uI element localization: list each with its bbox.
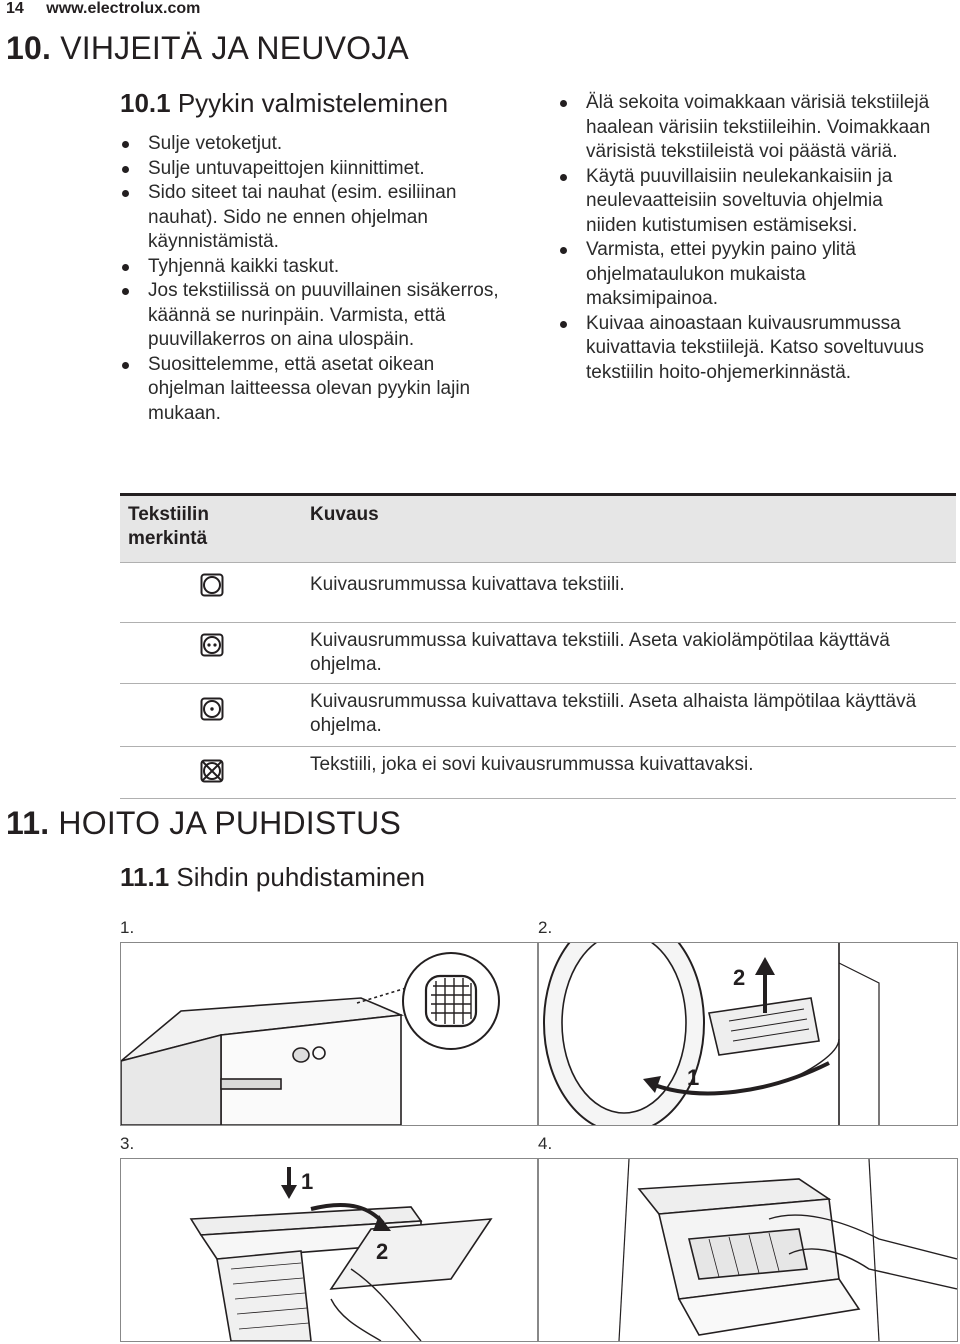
subsection-10-1-title <box>120 88 448 119</box>
section-11-title <box>6 805 401 842</box>
filter-cleaning-drawing <box>539 1159 957 1341</box>
list-item: Kuivaa ainoastaan kuivausrummussa kuivattavia tekstiilejä. Katso soveltuvuus tekstiilin hoito-ohjemerkinnästä. <box>558 312 938 386</box>
list-item: Jos tekstiilissä on puuvillainen sisäkerros, käännä se nurinpäin. Varmista, että puuvillakerros on aina ulospäin. <box>120 279 500 353</box>
tumble-dry-icon <box>200 573 224 597</box>
section-11-number: 11. <box>6 805 50 841</box>
illustration-step-3 <box>120 1158 538 1342</box>
section-10-heading: VIHJEITÄ JA NEUVOJA <box>60 30 409 66</box>
col-header-description: Kuvaus <box>310 504 379 525</box>
illustration-step-4 <box>538 1158 958 1342</box>
illustration-step-1 <box>120 942 538 1126</box>
row-description: Kuivausrummussa kuivattava tekstiili. Aseta vakiolämpötilaa käyttävä ohjelma. <box>310 630 890 675</box>
table-row <box>120 562 956 622</box>
list-item: Sido siteet tai nauhat (esim. esiliinan nauhat). Sido ne ennen ohjelman käynnistämistä. <box>120 181 500 255</box>
callout-step3-down: 1 <box>301 1169 314 1194</box>
tumble-dry-low-heat-icon <box>200 697 224 721</box>
page-number: 14 <box>6 0 24 17</box>
section-11-heading: HOITO JA PUHDISTUS <box>58 805 402 841</box>
subsection-11-1-title <box>120 862 425 893</box>
row-description: Tekstiili, joka ei sovi kuivausrummussa kuivattavaksi. <box>310 754 754 775</box>
right-bullet-list <box>558 91 938 385</box>
table-row <box>120 622 956 683</box>
section-10-title <box>6 30 409 67</box>
left-bullet-list <box>120 132 500 426</box>
filter-open-drawing <box>121 1159 537 1341</box>
section-10-number: 10. <box>6 30 52 66</box>
table-header <box>120 493 956 562</box>
table-row <box>120 683 956 746</box>
dryer-filter-location-drawing <box>121 943 537 1125</box>
subsection-11-1-heading: Sihdin puhdistaminen <box>176 862 426 892</box>
list-item: Älä sekoita voimakkaan värisiä tekstiilejä haalean värisiin tekstiileihin. Voimakkaan värisistä tekstiileistä voi päästä väriä. <box>558 91 938 165</box>
open-door-filter-removal-drawing <box>539 943 957 1125</box>
page-header <box>6 0 218 18</box>
list-item: Varmista, ettei pyykin paino ylitä ohjelmataulukon mukaista maksimipainoa. <box>558 238 938 312</box>
callout-step3-swing: 2 <box>376 1239 389 1264</box>
callout-step2-up: 2 <box>733 965 746 990</box>
list-item: Tyhjennä kaikki taskut. <box>120 255 500 280</box>
care-symbol-table <box>120 493 956 799</box>
callout-step2-rotate: 1 <box>687 1065 700 1090</box>
illustration-step-2 <box>538 942 958 1126</box>
tumble-dry-normal-heat-icon <box>200 633 224 657</box>
website-link[interactable]: www.electrolux.com <box>46 0 201 17</box>
list-item: Sulje vetoketjut. <box>120 132 500 157</box>
list-item: Käytä puuvillaisiin neulekankaisiin ja neulevaatteisiin soveltuvia ohjelmia niiden kutistumisen estämiseksi. <box>558 165 938 239</box>
subsection-10-1-number: 10.1 <box>120 88 171 118</box>
list-item: Sulje untuvapeittojen kiinnittimet. <box>120 157 500 182</box>
step-label-1: 1. <box>120 918 135 937</box>
step-label-3: 3. <box>120 1134 135 1153</box>
row-description: Kuivausrummussa kuivattava tekstiili. <box>310 574 625 595</box>
col-header-symbol: Tekstiilin merkintä <box>128 504 209 549</box>
subsection-11-1-number: 11.1 <box>120 862 170 892</box>
subsection-10-1-heading: Pyykin valmisteleminen <box>177 88 449 118</box>
do-not-tumble-dry-icon <box>200 759 224 783</box>
step-label-4: 4. <box>538 1134 553 1153</box>
step-label-2: 2. <box>538 918 553 937</box>
row-description: Kuivausrummussa kuivattava tekstiili. Aseta alhaista lämpötilaa käyttävä ohjelma. <box>310 691 917 736</box>
list-item: Suosittelemme, että asetat oikean ohjelman laitteessa olevan pyykin lajin mukaan. <box>120 353 500 427</box>
table-row <box>120 746 956 799</box>
